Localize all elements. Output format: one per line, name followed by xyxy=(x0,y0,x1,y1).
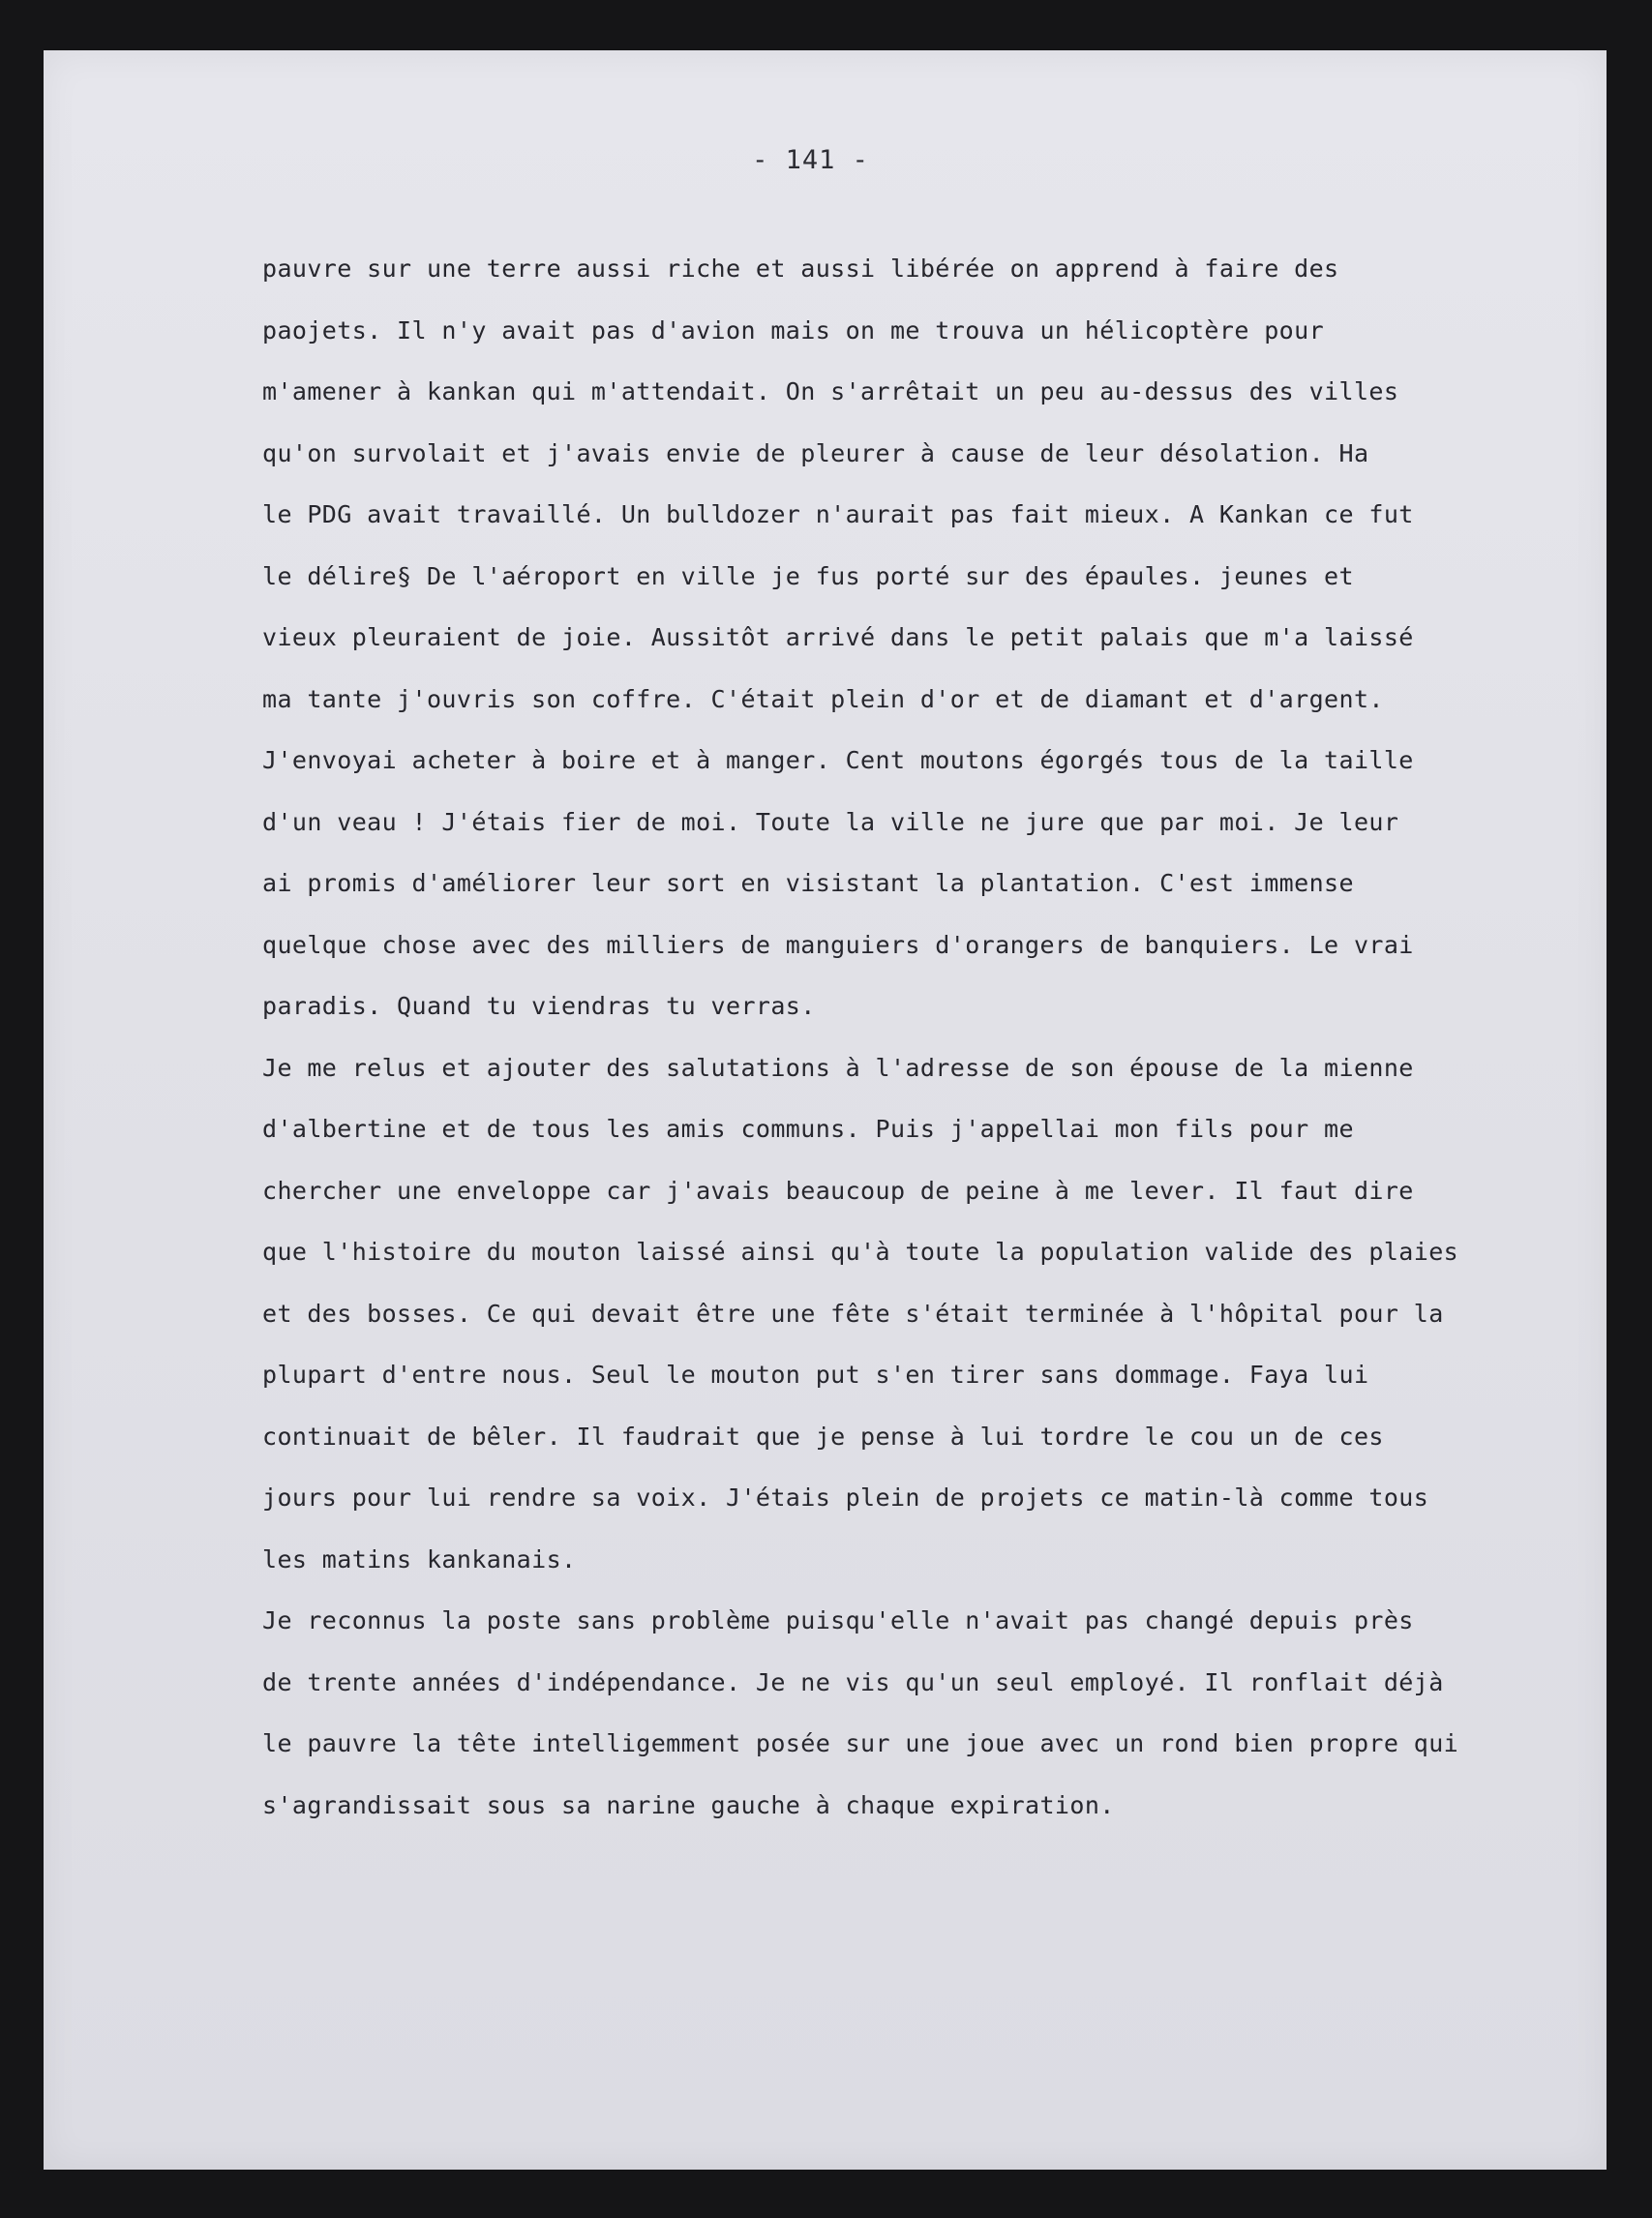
document-page xyxy=(44,50,1607,2170)
text-line: d'un veau ! J'étais fier de moi. Toute la ville ne jure que par moi. Je leur xyxy=(262,807,1399,836)
text-line: qu'on survolait et j'avais envie de pleurer à cause de leur désolation. Ha xyxy=(262,438,1369,467)
text-line: Je me relus et ajouter des salutations à l'adresse de son épouse de la mienne xyxy=(262,1053,1414,1082)
text-line: d'albertine et de tous les amis communs. Puis j'appellai mon fils pour me xyxy=(262,1115,1354,1143)
text-line: de trente années d'indépendance. Je ne vis qu'un seul employé. Il ronflait déjà xyxy=(262,1667,1444,1696)
text-line: ma tante j'ouvris son coffre. C'était plein d'or et de diamant et d'argent. xyxy=(262,684,1384,713)
text-line: paradis. Quand tu viendras tu verras. xyxy=(262,992,816,1020)
text-line: paojets. Il n'y avait pas d'avion mais on me trouva un hélicoptère pour xyxy=(262,315,1325,345)
text-line: que l'histoire du mouton laissé ainsi qu'à toute la population valide des plaies xyxy=(262,1238,1459,1266)
text-line: vieux pleuraient de joie. Aussitôt arrivé dans le petit palais que m'a laissé xyxy=(262,623,1414,651)
text-line: Je reconnus la poste sans problème puisqu'elle n'avait pas changé depuis près xyxy=(262,1606,1414,1634)
text-line: plupart d'entre nous. Seul le mouton put s'en tirer sans dommage. Faya lui xyxy=(262,1361,1369,1389)
text-line: m'amener à kankan qui m'attendait. On s'arrêtait un peu au-dessus des villes xyxy=(262,377,1399,405)
text-line: et des bosses. Ce qui devait être une fête s'était terminée à l'hôpital pour la xyxy=(262,1299,1444,1328)
body-text xyxy=(262,238,1598,1836)
text-line: pauvre sur une terre aussi riche et aussi libérée on apprend à faire des xyxy=(262,255,1339,283)
text-line: jours pour lui rendre sa voix. J'étais plein de projets ce matin-là comme tous xyxy=(262,1484,1429,1512)
text-line: chercher une enveloppe car j'avais beaucoup de peine à me lever. Il faut dire xyxy=(262,1176,1414,1205)
text-line: le PDG avait travaillé. Un bulldozer n'aurait pas fait mieux. A Kankan ce fut xyxy=(262,500,1414,528)
page-number: - 141 - xyxy=(752,145,869,175)
text-line: ai promis d'améliorer leur sort en visistant la plantation. C'est immense xyxy=(262,869,1354,897)
text-line: les matins kankanais. xyxy=(262,1544,577,1574)
text-line: continuait de bêler. Il faudrait que je pense à lui tordre le cou un de ces xyxy=(262,1422,1384,1451)
text-line: quelque chose avec des milliers de manguiers d'orangers de banquiers. Le vrai xyxy=(262,930,1414,959)
text-line: le délire§ De l'aéroport en ville je fus porté sur des épaules. jeunes et xyxy=(262,561,1354,590)
text-line: s'agrandissait sous sa narine gauche à chaque expiration. xyxy=(262,1790,1115,1819)
text-line: J'envoyai acheter à boire et à manger. Cent moutons égorgés tous de la taille xyxy=(262,746,1414,774)
text-line: le pauvre la tête intelligemment posée sur une joue avec un rond bien propre qui xyxy=(262,1729,1459,1757)
